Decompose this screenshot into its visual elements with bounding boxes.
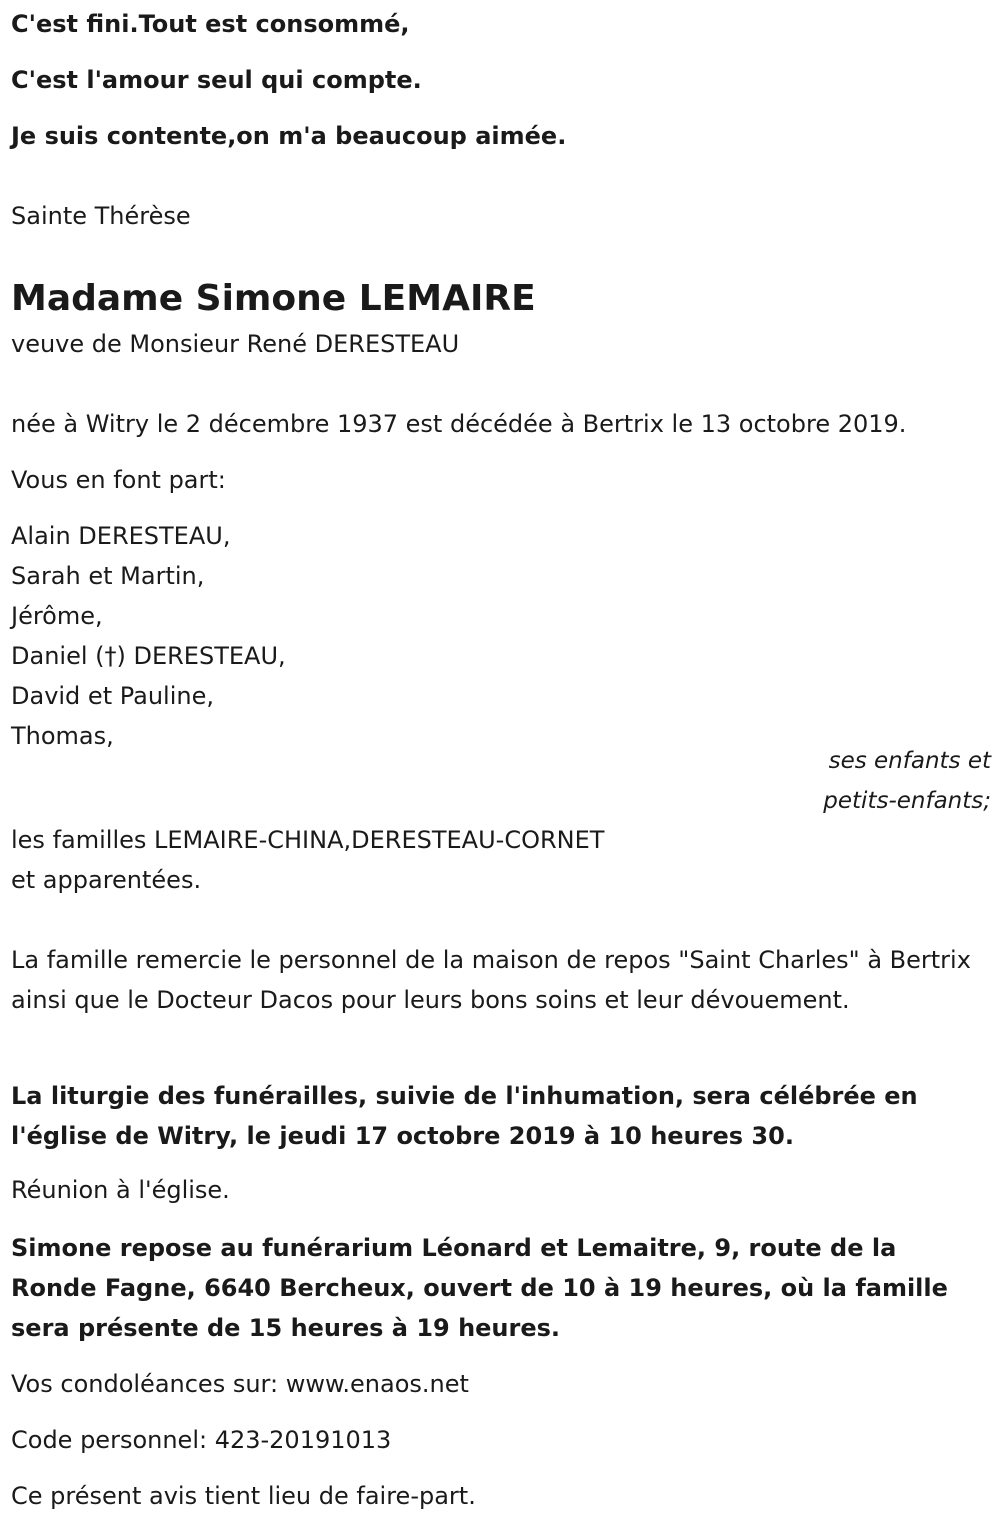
birth-death-line: née à Witry le 2 décembre 1937 est décédée à Bertrix le 13 octobre 2019. — [11, 410, 907, 438]
notice-line: Ce présent avis tient lieu de faire-part. — [11, 1482, 476, 1510]
quote-line-2: C'est l'amour seul qui compte. — [11, 66, 422, 94]
relation-line-1: ses enfants et — [828, 748, 991, 774]
thanks-paragraph: La famille remercie le personnel de la maison de repos "Saint Charles" à Bertrix ainsi que le Docteur Dacos pour leurs bons soins et leur dévouement. — [11, 946, 971, 1014]
family-member: Thomas, — [11, 722, 114, 750]
quote-line-3: Je suis contente,on m'a beaucoup aimée. — [11, 122, 567, 150]
family-member: Daniel (†) DERESTEAU, — [11, 642, 286, 670]
family-member: David et Pauline, — [11, 682, 214, 710]
family-member: Jérôme, — [11, 602, 103, 630]
quote-attribution: Sainte Thérèse — [11, 202, 191, 230]
family-member: Sarah et Martin, — [11, 562, 205, 590]
families-line-1: les familles LEMAIRE-CHINA,DERESTEAU-CORNET — [11, 826, 605, 854]
condolences-line: Vos condoléances sur: www.enaos.net — [11, 1370, 469, 1398]
meeting-line: Réunion à l'église. — [11, 1176, 230, 1204]
relation-line-2: petits-enfants; — [823, 788, 991, 814]
funeral-paragraph: La liturgie des funérailles, suivie de l'inhumation, sera célébrée en l'église de Witry, le jeudi 17 octobre 2019 à 10 heures 30. — [11, 1082, 918, 1150]
personal-code-line: Code personnel: 423-20191013 — [11, 1426, 392, 1454]
family-member: Alain DERESTEAU, — [11, 522, 231, 550]
quote-line-1: C'est fini.Tout est consommé, — [11, 10, 410, 38]
deceased-name: Madame Simone LEMAIRE — [11, 278, 536, 319]
announcement-intro: Vous en font part: — [11, 466, 226, 494]
families-line-2: et apparentées. — [11, 866, 202, 894]
repose-paragraph: Simone repose au funérarium Léonard et Lemaitre, 9, route de la Ronde Fagne, 6640 Bercheux, ouvert de 10 à 19 heures, où la famille sera présente de 15 heures à 19 heures. — [11, 1234, 948, 1342]
spouse-line: veuve de Monsieur René DERESTEAU — [11, 330, 460, 358]
